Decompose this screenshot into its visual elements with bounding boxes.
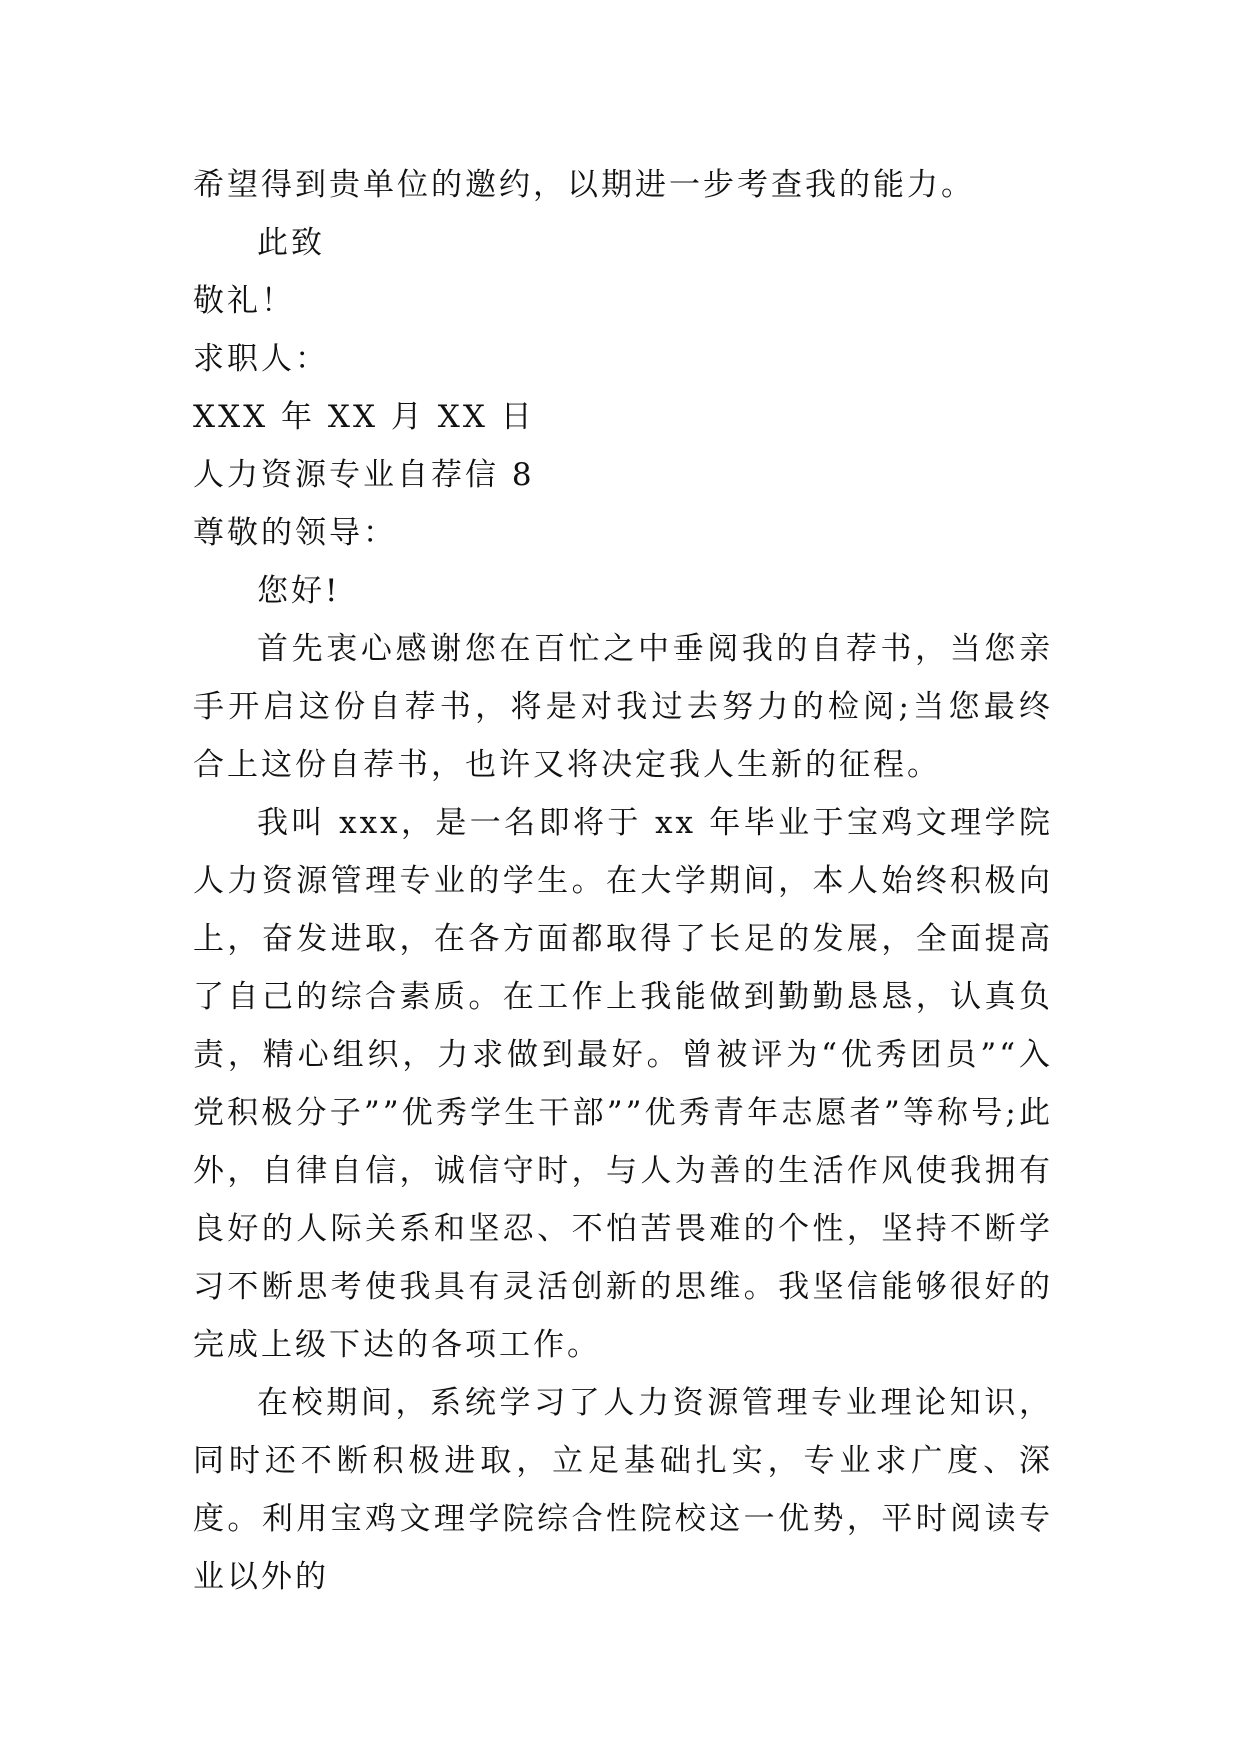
paragraph-3: 在校期间，系统学习了人力资源管理专业理论知识，同时还不断积极进取，立足基础扎实，专业求广度、深度。利用宝鸡文理学院综合性院校这一优势，平时阅读专业以外的 xyxy=(193,1385,1053,1595)
closing-line: 希望得到贵单位的邀约，以期进一步考查我的能力。 xyxy=(193,167,975,203)
letter-greeting: 尊敬的领导： xyxy=(193,515,397,551)
paragraph-1: 首先衷心感谢您在百忙之中垂阅我的自荐书，当您亲手开启这份自荐书，将是对我过去努力的检阅;当您最终合上这份自荐书，也许又将决定我人生新的征程。 xyxy=(193,631,1053,783)
document-page xyxy=(193,156,1053,1606)
letter-title: 人力资源专业自荐信 8 xyxy=(193,457,535,493)
paragraph-2: 我叫 xxx，是一名即将于 xx 年毕业于宝鸡文理学院人力资源管理专业的学生。在大学期间，本人始终积极向上，奋发进取，在各方面都取得了长足的发展，全面提高了自己的综合素质。在工作上我能做到勤勤恳恳，认真负责，精心组织，力求做到最好。曾被评为“优秀团员”“入党积极分子””优秀学生干部””优秀青年志愿者”等称号;此外，自律自信，诚信守时，与人为善的生活作风使我拥有良好的人际关系和坚忍、不怕苦畏难的个性，坚持不断学习不断思考使我具有灵活创新的思维。我坚信能够很好的完成上级下达的各项工作。 xyxy=(193,805,1053,1363)
letter-date: XXX 年 XX 月 XX 日 xyxy=(193,399,535,435)
letter-hello: 您好! xyxy=(257,573,341,609)
salutation-cizhi: 此致 xyxy=(257,225,325,261)
salutation-jingli: 敬礼！ xyxy=(193,283,295,319)
applicant-label: 求职人： xyxy=(193,341,329,377)
